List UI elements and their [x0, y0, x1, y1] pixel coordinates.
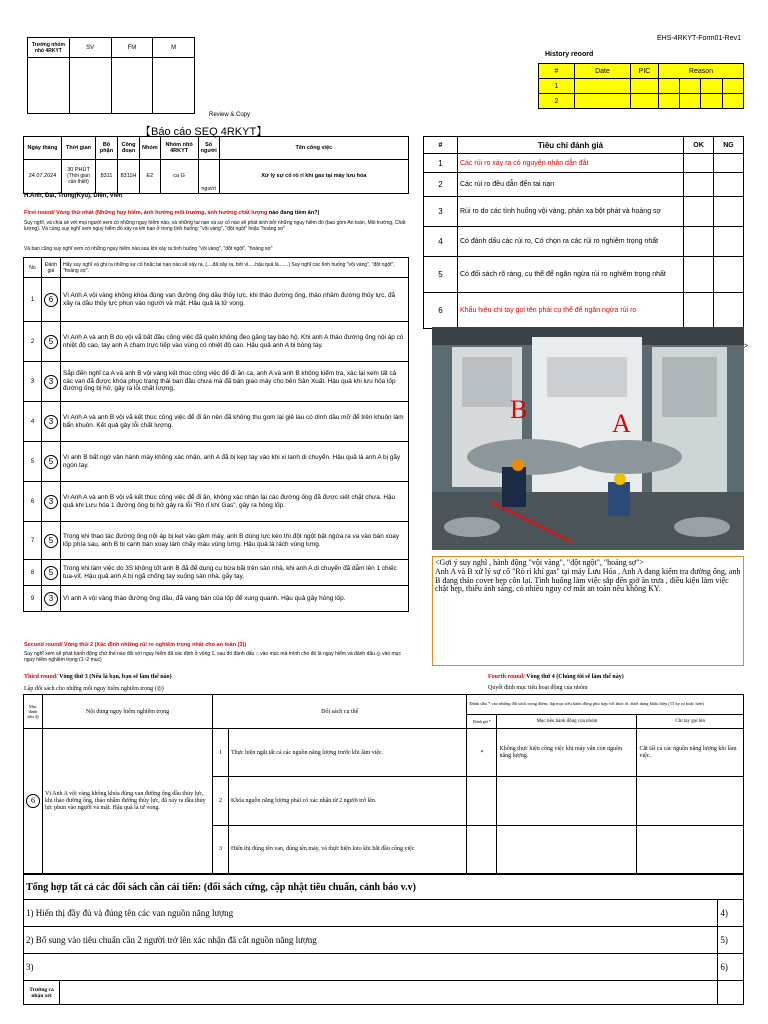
approval-col-4: M [153, 38, 195, 58]
criteria-ng-checkbox[interactable] [714, 154, 744, 173]
criteria-row-text: Các rủi ro xảy ra có nguyên nhân dẫn đắt [458, 154, 684, 173]
round4-cell[interactable] [467, 825, 497, 873]
history-cell[interactable] [631, 79, 659, 94]
round1-row-eval: 5 [44, 455, 58, 469]
round1-col-eval: Đánh giá [42, 258, 61, 278]
criteria-row [424, 293, 744, 329]
round1-row-text: Sắp đến nghỉ ca A và anh B vội vàng kết thúc công việc để đi ăn ca, anh A và anh B không kiểm tra, xác lại xem tất cả các van đã được khóa phục trạng thái ban đầu chưa mà đã bàn giao máy cho bên Sản Xuất. Hậu quả khi lưu hóa lốp đường ống bị hở, gây ra lỗi chất lượng. [61, 362, 409, 402]
round3-title-label: Vòng thứ 3 (Nếu là bạn, bạn sẽ làm thế nào) [57, 674, 172, 680]
info-col-date: Ngày tháng [24, 137, 62, 160]
round1-row-text: Trong khi thao tác đường ống nội áp bị kẹt vào gầm máy, anh B dùng lực kéo thì đột ngột bật ngửa ra va vào bàn xoay lốp phía sau, anh B bị cạnh bàn xoay làm chấy máu vùng lưng. Hậu quả là rách vùng lưng. [61, 522, 409, 560]
history-title: History reoord [545, 51, 594, 58]
summary-item: 4) [718, 900, 744, 927]
worker-a-label: A [612, 409, 631, 438]
history-col-date: Date [575, 64, 631, 79]
round1-row-eval: 3 [44, 592, 58, 606]
round34-table [23, 694, 744, 874]
info-subgroup: ca G [160, 159, 198, 193]
round4-title-red: Fourth round/ [488, 674, 525, 680]
round1-row-text: Vì anh A vội vàng tháo đường ống dầu, đã vàng bàn của lốp để xung quanh. Hậu quả gây hỏng lốp. [61, 586, 409, 612]
criteria-col-ok: OK [684, 137, 714, 154]
history-table [538, 63, 744, 109]
approval-sign-3[interactable] [111, 58, 153, 114]
review-copy-label: Review & Copy [209, 112, 251, 118]
summary-leader-comment[interactable] [60, 981, 718, 1005]
round4-target: Không thực hiện công việc khi máy vẫn còn nguồn năng lượng. [497, 729, 637, 777]
history-cell[interactable] [659, 79, 680, 94]
members-list: H.Anh, Đạt, Trung(Kyu), Diện, Viên [24, 193, 123, 199]
history-row-no: 1 [539, 79, 575, 94]
approval-col-2: SV [69, 38, 111, 58]
round1-row-text: Vì Anh A vội vàng không khóa đúng van đường ống dầu thủy lực, khi tháo đường ống, tháo nhầm đường thủy lực, đã xảy ra dầu thủy lực phun vào người và mặt. Hậu quả là tử vong. [61, 278, 409, 322]
photo-caption-box [432, 556, 744, 666]
history-col-reason: Reason [659, 64, 744, 79]
round1-row [24, 442, 409, 482]
round4-col-mark: Đánh giá * [467, 715, 497, 729]
round1-row-no: 4 [24, 402, 42, 442]
info-col-dept: Bộ phận [96, 137, 118, 160]
round1-row-text: Trong khi làm việc do 3S không tốt anh B đã để dụng cụ bừa bãi trên sàn nhà, khi anh A di chuyển đã dẫm lên 1 chiếc tua-vít. Hậu quả anh A bị ngã chống tay xuống sàn nhà, gãy tay. [61, 560, 409, 586]
criteria-row [424, 227, 744, 257]
criteria-row [424, 154, 744, 173]
info-process: 8311H [118, 159, 140, 193]
photo-caption-heading: <Gợi ý suy nghĩ , hành động "vội vàng", "đột ngột", "hoảng sợ"> [435, 558, 644, 567]
info-table [23, 136, 409, 194]
criteria-row [424, 173, 744, 197]
round1-desc1: Suy nghĩ, và chia sẻ với mọi người xem có những nguy hiểm nào, và những tai nạn và sự cố nào sẽ phát sinh bởi những nguy hiểm đó (bao gồm An toàn, Môi trường, Chất lượng). Và cùng suy nghĩ xem nguy hiểm đó xảy ra khi bạn ở trong tình huống: "vội vàng", "đột ngột" hoặc "hoảng sợ" [24, 220, 406, 232]
criteria-ok-checkbox[interactable] [684, 154, 714, 173]
round3-col-mark: Mục đánh dấu ◎ [24, 695, 43, 729]
round1-row-text: Vì Anh A và anh B do vội vã bất đầu công việc đã quên không đeo găng tay bảo hộ. Khi anh A tháo đường ống nội áp có nhiệt độ cao, tay anh A chạm trực tiếp vào vùng có nhiệt độ cao. Hậu quả anh A bị bỏng tay. [61, 322, 409, 362]
round1-row-eval: 5 [44, 566, 58, 580]
info-time: 30 PHÚT [67, 167, 90, 174]
criteria-row-text: Có đánh dấu các rủi ro, Có chọn ra các rủi ro nghiêm trọng nhất [458, 227, 684, 257]
round4-cell[interactable] [637, 777, 744, 825]
history-col-pic: PIC [631, 64, 659, 79]
chevron-right-icon: > [744, 343, 749, 350]
info-job: Xử lý sự cố rò rỉ khí gas tại máy lưu hóa [219, 159, 408, 193]
round3-title-red: Third round/ [24, 674, 58, 680]
round1-row-no: 8 [24, 560, 42, 586]
criteria-row-text: Khẩu hiệu chỉ tay gọi tên phải cụ thể để ngăn ngừa rủi ro [458, 293, 684, 329]
info-col-people: Số người [198, 137, 219, 160]
info-dept: 8311 [96, 159, 118, 193]
round1-col-no: No [24, 258, 42, 278]
summary-item: 1) Hiển thị đầy đủ và đúng tên các van nguồn năng lượng [24, 900, 718, 927]
photo-caption-text: Anh A và B xử lý sự cố "Rò rỉ khí gas" tại máy Lưu Hóa , Anh A đang kiểm tra đường ống, anh B đang tháo cover bẹp côn lại. Tình huống làm việc sắp đến giờ ăn trưa , điều kiện làm việc chật hẹp, thiếu ánh sáng, có nhiều nguy cơ mất an toàn nếu không KY. [435, 566, 741, 594]
round4-title-label: Vòng thứ 4 (Chúng tôi sẽ làm thế này) [524, 674, 624, 680]
round1-title-tail: nào đang tiềm ẩn?) [267, 210, 320, 216]
round1-row-text: Vì anh B bất ngờ vận hành máy không xác nhận, anh A đã bị kẹp tay vào khi xi lanh di chuyển. Hậu quả là anh A bị gãy ngón tay. [61, 442, 409, 482]
round1-row-no: 7 [24, 522, 42, 560]
history-cell[interactable] [680, 79, 701, 94]
criteria-ng-checkbox[interactable] [714, 173, 744, 197]
round3-desc: Lập đối sách cho những mối nguy hiểm nghiêm trọng (◎) [24, 686, 164, 692]
criteria-col-ng: NG [714, 137, 744, 154]
history-col-no: # [539, 64, 575, 79]
criteria-ng-checkbox[interactable] [714, 257, 744, 293]
round1-row-eval: 3 [44, 495, 58, 509]
history-cell[interactable] [575, 94, 631, 109]
round4-cell[interactable] [497, 777, 637, 825]
round4-col-target: Mục tiêu hành động của nhóm [497, 715, 637, 729]
round1-row [24, 278, 409, 322]
round1-row [24, 560, 409, 586]
criteria-row-text: Các rủi ro đều dẫn đến tai nạn [458, 173, 684, 197]
round3-hazard-text: Vì Anh A vội vàng không khóa đúng van đường ống dầu thủy lực, khi tháo đường ống, tháo nhầm đường thủy lực, đã xảy ra dầu thủy lực phun vào người và mặt. Hậu quả là tử vong. [43, 729, 213, 874]
criteria-ng-checkbox[interactable] [714, 227, 744, 257]
criteria-row-no: 2 [424, 173, 458, 197]
criteria-table [423, 136, 744, 329]
round1-row-no: 3 [24, 362, 42, 402]
info-group: E2 [140, 159, 161, 193]
round3-title [24, 674, 172, 680]
history-cell[interactable] [659, 94, 680, 109]
round2-desc: Suy nghĩ xem sẽ phát hành động chứ thế nào đối với nguy hiểm đã xác định ở vòng 1, sau đó đánh dấu ○ vào mục mà mình cho đó là nguy hiểm và đánh dấu ◎ vào mục nguy hiểm nghiêm trọng (1~2 mục) [24, 651, 401, 663]
round1-desc2: Và bạn cũng suy nghĩ xem có những nguy hiểm nào sau khi xảy ra tình huống "vội vàng", "đột ngột", "hoảng sợ" [24, 246, 273, 252]
round4-desc: Quyết định mục tiêu hoạt động của nhóm [488, 685, 588, 691]
info-col-subgroup: Nhóm nhỏ 4RKYT [160, 137, 198, 160]
criteria-col-title: Tiêu chí đánh giá [458, 137, 684, 154]
criteria-col-no: # [424, 137, 458, 154]
round1-row-eval: 5 [44, 335, 58, 349]
history-cell[interactable] [575, 79, 631, 94]
round3-col-measure: Đối sách cụ thể [213, 695, 467, 729]
info-people: người [198, 159, 219, 193]
round1-title [24, 210, 409, 216]
round4-desc2: Đánh dấu * vào những đối sách trọng điểm; lập mục tiêu hành động phù hợp với thực tế, dưới dạng khẩu hiệu (15 ký tự hoặc hơn) [467, 695, 744, 715]
criteria-row-text: Rủi ro do các tình huống vội vàng, phản xạ bột phát và hoảng sợ [458, 197, 684, 227]
round1-title-red: (Những huy hiểm, ảnh hưởng môi trường, ảnh hưởng chất lượng [95, 210, 268, 216]
summary-title: Tổng hợp tất cả các đối sách cần cải tiến: (đối sách cứng, cập nhật tiêu chuẩn, cảnh báo v.v) [24, 875, 744, 900]
machine-illustration [432, 327, 744, 550]
round4-col-point: Chỉ tay gọi tên [637, 715, 744, 729]
info-col-job: Tên công việc [219, 137, 408, 160]
criteria-row-no: 4 [424, 227, 458, 257]
round1-row-eval: 3 [44, 375, 58, 389]
history-cell[interactable] [722, 94, 743, 109]
history-row-no: 2 [539, 94, 575, 109]
round3-hazard-mark: 6 [26, 794, 40, 808]
round1-row [24, 586, 409, 612]
criteria-row-no: 5 [424, 257, 458, 293]
round1-row-no: 1 [24, 278, 42, 322]
round4-cell[interactable] [467, 777, 497, 825]
approval-sign-4[interactable] [153, 58, 195, 114]
round4-mark: * [467, 729, 497, 777]
summary-item: 5) [718, 927, 744, 954]
round4-cell[interactable] [497, 825, 637, 873]
criteria-ok-checkbox[interactable] [684, 257, 714, 293]
round1-table [23, 257, 409, 612]
round1-row-text: Vì Anh A và anh B vội vã kết thúc công việc để đi ăn, không xác nhận lại các đường ống đã được siết chặt chưa. Hậu quả khi Lưu hóa 1 đường ống bị hở gây ra lỗi "Rò rỉ khí Gas", gây ra hỏng lốp. [61, 482, 409, 522]
report-title: 【Báo cáo SEQ 4RKYT】 [140, 126, 268, 138]
criteria-ok-checkbox[interactable] [684, 173, 714, 197]
info-col-time: Thời gian [62, 137, 96, 160]
info-time-note: (Thời gian cần thiết) [67, 173, 90, 186]
criteria-row [424, 257, 744, 293]
criteria-ok-checkbox[interactable] [684, 227, 714, 257]
info-col-process: Công đoạn [118, 137, 140, 160]
worker-b-label: B [510, 395, 528, 424]
summary-item: 2) Bổ sung vào tiêu chuẩn cần 2 người trở lên xác nhận đã cắt nguồn năng lượng [24, 927, 718, 954]
round1-col-text: Hãy suy nghĩ và ghi ra những sự cố hoặc tai nạn nào sẽ xảy ra, (....đã xảy ra, bởi vì.....hậu quả là.......) Suy nghĩ các tình huống "vội vàng", "đột ngột", "hoảng sợ". [61, 258, 409, 278]
approval-col-3: FM [111, 38, 153, 58]
round1-row [24, 362, 409, 402]
round1-row [24, 402, 409, 442]
round3-measure-text: Khóa nguồn năng lượng phải có xác nhận từ 2 người trở lên. [229, 777, 467, 825]
history-cell[interactable] [631, 94, 659, 109]
summary-leader-comment-2[interactable] [718, 981, 744, 1005]
criteria-row-no: 6 [424, 293, 458, 329]
summary-leader-label: Trưởng ca nhận xét [24, 981, 60, 1005]
criteria-row [424, 197, 744, 227]
criteria-ng-checkbox[interactable] [714, 293, 744, 329]
round4-cell[interactable] [637, 825, 744, 873]
criteria-ok-checkbox[interactable] [684, 197, 714, 227]
criteria-ok-checkbox[interactable] [684, 293, 714, 329]
round4-point: Cắt tất cả các nguồn năng lượng khi làm việc. [637, 729, 744, 777]
history-cell[interactable] [701, 79, 722, 94]
round3-measure-no: 3 [213, 825, 229, 873]
round1-row-eval: 5 [44, 534, 58, 548]
round1-row-no: 6 [24, 482, 42, 522]
round1-row-text: Vì Anh A và anh B vội vã kết thúc công việc để đi ăn nên đã không thu gom lại giẻ lau có dính dầu mỡ để trên khuôn làm bẩn khuôn. Kết quả gây lỗi chất lượng. [61, 402, 409, 442]
round3-measure-text: Thực hiện ngắt tất cả các nguồn năng lượng trước khi làm việc. [229, 729, 467, 777]
round1-row-eval: 6 [44, 293, 58, 307]
round4-title [488, 674, 624, 680]
approval-sign-2[interactable] [69, 58, 111, 114]
summary-table [23, 874, 744, 1005]
round1-row [24, 522, 409, 560]
history-cell[interactable] [701, 94, 722, 109]
round3-measure-text: Hiển thị đúng tên van, đúng tên máy, và thực hiện loto khi bắt đầu công việc [229, 825, 467, 873]
round3-measure-no: 2 [213, 777, 229, 825]
round1-title-label: First round/ Vòng thứ nhất [24, 210, 94, 216]
summary-item: 6) [718, 954, 744, 981]
history-cell[interactable] [722, 79, 743, 94]
round2-title: Second round/ Vòng thứ 2 (Xác định những rủi ro nghiêm trọng nhất cho an toàn (3)) [24, 642, 247, 648]
round3-col-hazard: Nội dung nguy hiểm nghiêm trọng [43, 695, 213, 729]
round1-row-no: 9 [24, 586, 42, 612]
round1-row-no: 2 [24, 322, 42, 362]
criteria-ng-checkbox[interactable] [714, 197, 744, 227]
criteria-row-text: Có đối sách rõ ràng, cụ thể để ngăn ngừa rủi ro nghiêm trọng nhất [458, 257, 684, 293]
approval-col-1: Trưởng nhóm nhỏ 4RKYT [28, 38, 70, 58]
round1-row-eval: 3 [44, 415, 58, 429]
workplace-photo [432, 327, 744, 550]
round3-measure-no: 1 [213, 729, 229, 777]
round1-row [24, 482, 409, 522]
criteria-row-no: 3 [424, 197, 458, 227]
round1-row [24, 322, 409, 362]
history-cell[interactable] [680, 94, 701, 109]
approval-table [27, 37, 195, 114]
info-col-group: Nhóm [140, 137, 161, 160]
form-code: EHS-4RKYT-Form01-Rev1 [657, 35, 742, 42]
round1-row-no: 5 [24, 442, 42, 482]
summary-item: 3) [24, 954, 718, 981]
approval-sign-1[interactable] [28, 58, 70, 114]
info-date: 24.07.2024 [24, 159, 62, 193]
criteria-row-no: 1 [424, 154, 458, 173]
